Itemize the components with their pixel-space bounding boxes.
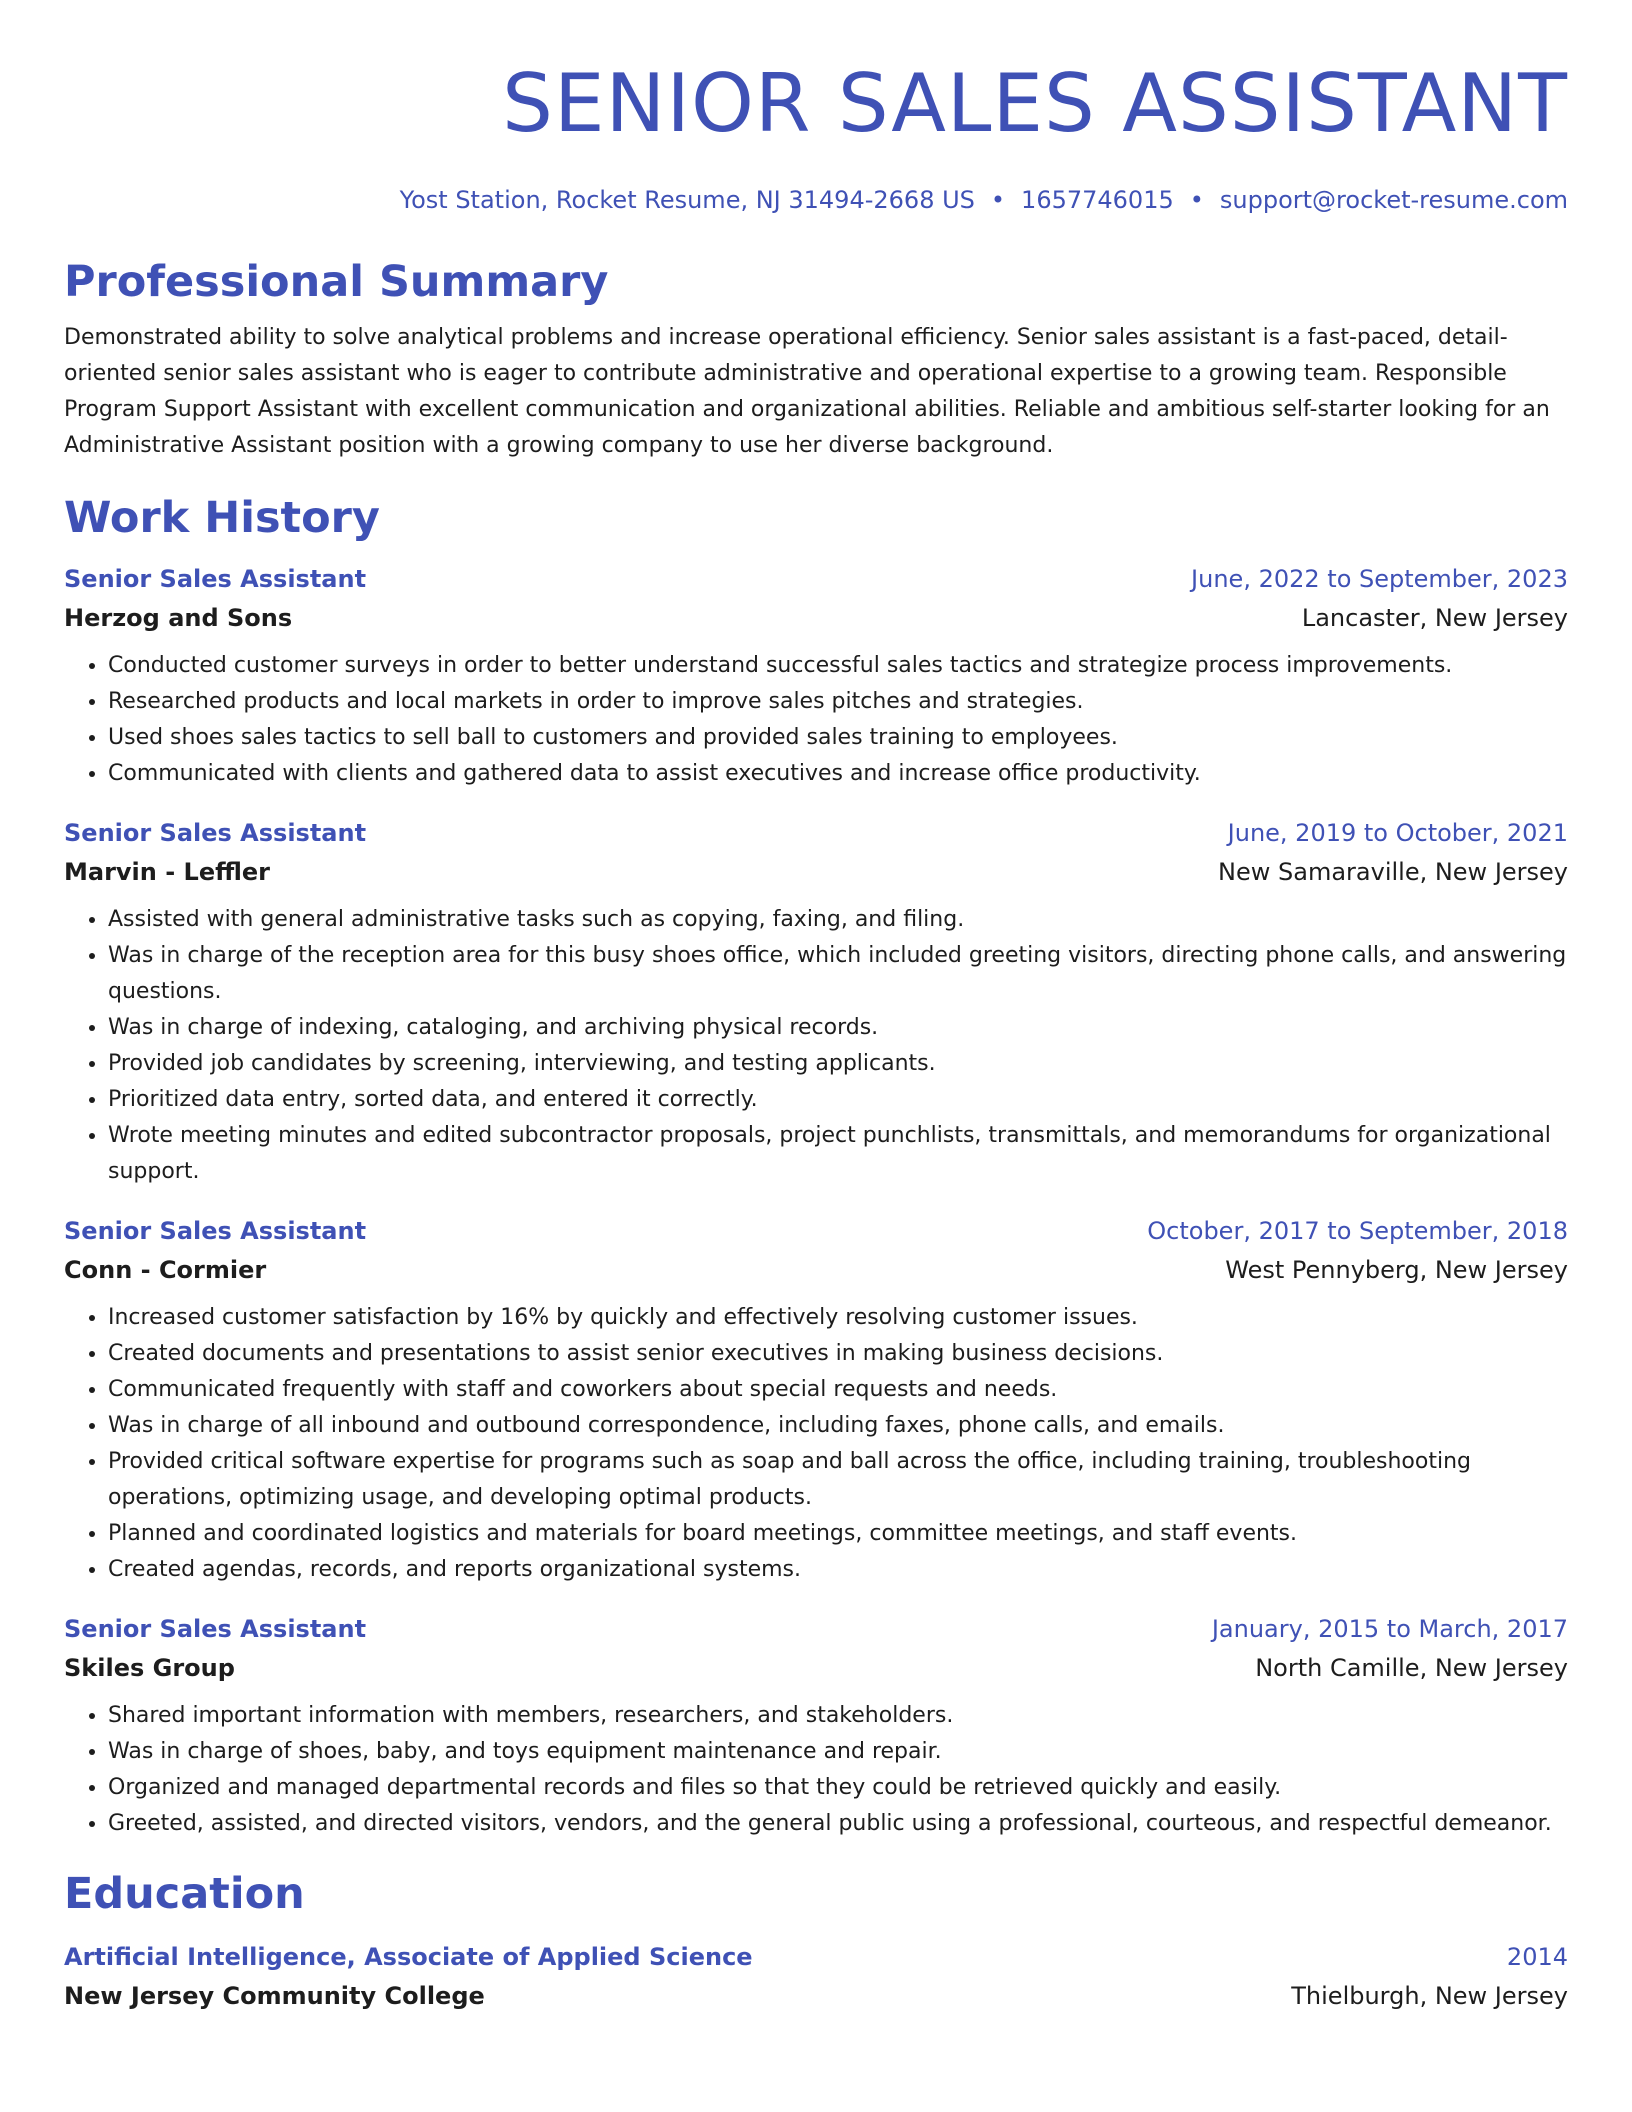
job-entry [64,560,1568,792]
job-dates: June, 2019 to October, 2021 [1227,819,1568,847]
school: New Jersey Community College [64,1982,485,2010]
job-role: Senior Sales Assistant [64,1615,367,1643]
work-history-list [64,560,1568,1842]
job-dates: June, 2022 to September, 2023 [1191,565,1568,593]
job-role: Senior Sales Assistant [64,819,367,847]
job-bullet: • Created agendas, records, and reports organizational systems. [108,1552,1568,1588]
job-location: North Camille, New Jersey [1255,1654,1568,1682]
job-bullet: • Communicated with clients and gathered data to assist executives and increase office productivity. [108,756,1568,792]
job-bullet: • Increased customer satisfaction by 16% by quickly and effectively resolving customer issues. [108,1300,1568,1336]
job-bullet: • Wrote meeting minutes and edited subcontractor proposals, project punchlists, transmittals, and memorandums for organizational support. [108,1118,1568,1190]
job-company-row [64,598,1568,638]
job-entry [64,814,1568,1190]
job-company: Herzog and Sons [64,604,293,632]
job-company: Marvin - Leffler [64,858,271,886]
job-location: Lancaster, New Jersey [1301,604,1568,632]
job-role-row [64,1610,1568,1648]
job-company-row [64,1250,1568,1290]
education-entry [64,1938,1568,2016]
job-bullet: • Used shoes sales tactics to sell ball to customers and provided sales training to employees. [108,720,1568,756]
job-bullets [64,1300,1568,1588]
job-bullet: • Planned and coordinated logistics and materials for board meetings, committee meetings, and staff events. [108,1516,1568,1552]
separator-dot: • [1189,186,1204,214]
job-company-row [64,1648,1568,1688]
job-bullet: • Shared important information with members, researchers, and stakeholders. [108,1698,1568,1734]
job-bullet: • Prioritized data entry, sorted data, and entered it correctly. [108,1082,1568,1118]
job-bullet: • Was in charge of shoes, baby, and toys equipment maintenance and repair. [108,1734,1568,1770]
education-school-row [64,1976,1568,2016]
job-company: Conn - Cormier [64,1256,267,1284]
job-bullets [64,902,1568,1190]
job-bullets [64,1698,1568,1842]
job-bullet: • Organized and managed departmental records and files so that they could be retrieved quickly and easily. [108,1770,1568,1806]
job-role: Senior Sales Assistant [64,1217,367,1245]
education-degree-row [64,1938,1568,1976]
education-location: Thielburgh, New Jersey [1291,1982,1568,2010]
job-role-row [64,1212,1568,1250]
job-bullet: • Created documents and presentations to assist senior executives in making business decisions. [108,1336,1568,1372]
degree: Artificial Intelligence, Associate of Applied Science [64,1943,753,1971]
job-company: Skiles Group [64,1654,235,1682]
job-bullet: • Communicated frequently with staff and coworkers about special requests and needs. [108,1372,1568,1408]
job-location: West Pennyberg, New Jersey [1225,1256,1568,1284]
job-company-row [64,852,1568,892]
job-dates: January, 2015 to March, 2017 [1211,1615,1568,1643]
job-location: New Samaraville, New Jersey [1218,858,1568,886]
summary-text: Demonstrated ability to solve analytical problems and increase operational efficiency. Senior sales assistant is a fast-paced, detail-oriented senior sales assistant who is eager to contribute administrative and operational expertise to a growing team. Responsible Program Support Assistant with excellent communication and organizational abilities. Reliable and ambitious self-starter looking for an Administrative Assistant position with a growing company to use her diverse background. [64,325,1550,458]
job-bullet: • Provided critical software expertise for programs such as soap and ball across the office, including training, troubleshooting operations, optimizing usage, and developing optimal products. [108,1444,1568,1516]
job-role-row [64,814,1568,852]
resume-title: SENIOR SALES ASSISTANT [502,57,1568,150]
job-entry [64,1610,1568,1842]
separator-dot: • [990,186,1006,214]
email-link[interactable]: support@rocket-resume.com [1219,186,1568,214]
address: Yost Station, Rocket Resume, NJ 31494-2668 US [399,186,975,214]
job-role: Senior Sales Assistant [64,565,367,593]
job-bullet: • Conducted customer surveys in order to better understand successful sales tactics and strategize process improvements. [108,648,1568,684]
job-entry [64,1212,1568,1588]
job-bullets [64,648,1568,792]
summary-heading: Professional Summary [64,257,609,307]
education-heading: Education [64,1869,305,1919]
job-bullet: • Was in charge of indexing, cataloging, and archiving physical records. [108,1010,1568,1046]
job-dates: October, 2017 to September, 2018 [1147,1217,1568,1245]
job-bullet: • Provided job candidates by screening, interviewing, and testing applicants. [108,1046,1568,1082]
job-bullet: • Was in charge of all inbound and outbound correspondence, including faxes, phone calls, and emails. [108,1408,1568,1444]
contact-line [64,184,1568,216]
job-bullet: • Assisted with general administrative tasks such as copying, faxing, and filing. [108,902,1568,938]
job-bullet: • Was in charge of the reception area for this busy shoes office, which included greeting visitors, directing phone calls, and answering questions. [108,938,1568,1010]
phone: 1657746015 [1021,186,1174,214]
work-history-heading: Work History [64,493,380,543]
job-role-row [64,560,1568,598]
job-bullet: • Greeted, assisted, and directed visitors, vendors, and the general public using a professional, courteous, and respectful demeanor. [108,1806,1568,1842]
job-bullet: • Researched products and local markets in order to improve sales pitches and strategies. [108,684,1568,720]
education-year: 2014 [1506,1943,1568,1971]
